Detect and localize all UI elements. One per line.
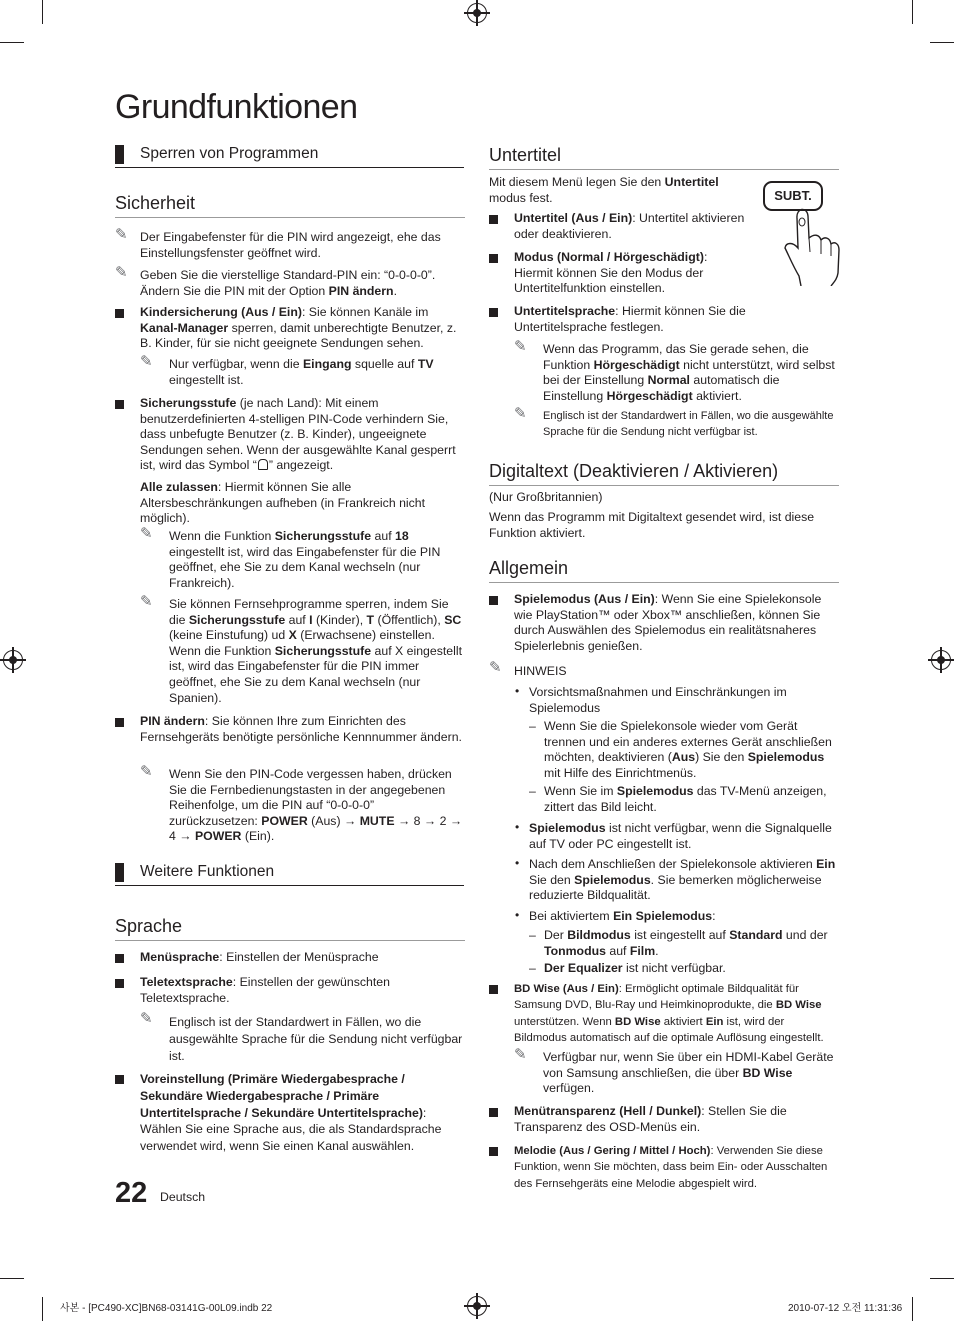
item-untertitelsprache: Untertitelsprache: Hiermit können Sie die Untertitelsprache festlegen. (514, 304, 746, 334)
bullet-dot: • (515, 856, 520, 870)
bullet-dot: • (515, 684, 520, 698)
registration-mark-icon (931, 650, 951, 670)
bullet-square (115, 400, 124, 409)
crop-mark (0, 1278, 24, 1279)
crop-mark (930, 1278, 954, 1279)
item-spielemodus: Spielemodus (Aus / Ein): Wenn Sie eine Spielekonsole wie PlayStation™ oder Xbox™ anschließen, können Sie durch Auswählen des Spielemodus ein realitätsnaheres Spielerlebnis genießen. (514, 592, 822, 653)
item-menuesprache: Menüsprache: Einstellen der Menüsprache (140, 950, 379, 964)
note-text: Wenn Sie den PIN-Code vergessen haben, drücken Sie die Fernbedienungstasten in der angegebenen Reihenfolge, um die PIN auf “0-0-0-0” zurückzusetzen: POWER (Aus) → MUTE → 8 → 2 → 4 → POWER (Ein). (169, 767, 463, 844)
item-modus: Modus (Normal / Hörgeschädigt): Hiermit können Sie den Modus der Untertitelfunktion einstellen. (514, 250, 708, 296)
bullet-square (115, 309, 124, 318)
note-pencil-icon: ✎ (140, 593, 153, 610)
bullet-dash: – (529, 784, 536, 798)
item-untertitel-aus-ein: Untertitel (Aus / Ein): Untertitel aktivieren oder deaktivieren. (514, 211, 745, 241)
crop-mark (0, 42, 24, 43)
item-melodie: Melodie (Aus / Gering / Mittel / Hoch): Verwenden Sie diese Funktion, wenn Sie möchten, dass beim Ein- oder Ausschalten des Fernsehgeräts eine Melodie abgespielt wird. (514, 1145, 828, 1190)
note-pencil-icon: ✎ (140, 353, 153, 370)
heading-untertitel: Untertitel (489, 145, 839, 170)
subt-button-label: SUBT. (774, 188, 812, 203)
registration-mark-icon (467, 3, 487, 23)
digitaltext-text: Wenn das Programm mit Digitaltext gesendet wird, ist diese Funktion aktiviert. (489, 510, 815, 540)
hinweis-subitem: Wenn Sie die Spielekonsole wieder vom Gerät trennen und ein anderes externes Gerät anschließen möchten, deaktivieren (Aus) Sie den Spielemodus mit Hilfe des Einrichtmenüs. (544, 719, 832, 780)
bullet-square (115, 979, 124, 988)
bullet-dot: • (515, 820, 520, 834)
registration-mark-icon (3, 650, 23, 670)
note-pencil-icon: ✎ (115, 264, 128, 281)
bullet-dash: – (529, 928, 536, 942)
section-marker (115, 863, 124, 882)
page-title: Grundfunktionen (115, 88, 358, 126)
bullet-square (115, 954, 124, 963)
crop-mark (912, 0, 913, 24)
bullet-square (489, 308, 498, 317)
note-text: Nur verfügbar, wenn die Eingang squelle auf TV eingestellt ist. (169, 357, 434, 387)
item-kindersicherung: Kindersicherung (Aus / Ein): Sie können Kanäle im Kanal-Manager sperren, damit unberechtigte Benutzer, z. B. Kinder, für sie nicht geeignete Sendungen sehen. (140, 305, 457, 351)
crop-mark (912, 1297, 913, 1321)
hinweis-label: HINWEIS (514, 664, 567, 678)
hinweis-item: Spielemodus ist nicht verfügbar, wenn die Signalquelle auf TV oder PC eingestellt ist. (529, 821, 832, 851)
note-text: Englisch ist der Standardwert in Fällen, wo die ausgewählte Sprache für die Sendung nicht verfügbar ist. (543, 410, 834, 438)
item-pin-aendern: PIN ändern: Sie können Ihre zum Einrichten des Fernsehgeräts benötigte persönliche Kennnummer ändern. (140, 714, 462, 744)
note-pencil-icon: ✎ (514, 338, 527, 355)
bullet-square (115, 1075, 124, 1084)
note-pencil-icon: ✎ (514, 405, 527, 422)
note-text: Geben Sie die vierstellige Standard-PIN ein: “0-0-0-0”. Ändern Sie die PIN mit der Option PIN ändern. (140, 268, 436, 298)
hinweis-item: Nach dem Anschließen der Spielekonsole aktivieren Ein Sie den Spielemodus. Sie bemerken möglicherweise reduzierte Bildqualität. (529, 857, 836, 903)
crop-mark (42, 0, 43, 24)
hinweis-subitem: Der Equalizer ist nicht verfügbar. (544, 961, 726, 975)
item-voreinstellung: Voreinstellung (Primäre Wiedergabesprache / Sekundäre Wiedergabesprache / Primäre Untertitelsprache / Sekundäre Untertitelsprache): Wählen Sie eine Sprache aus, die als Standardsprache verwendet wird, wenn Sie einen Kanal auswählen. (140, 1072, 442, 1154)
note-pencil-icon: ✎ (115, 226, 128, 243)
note-text: Englisch ist der Standardwert in Fällen, wo die ausgewählte Sprache für die Sendung nicht verfügbar ist. (169, 1015, 463, 1063)
section-marker (115, 145, 124, 164)
print-timestamp: 2010-07-12 오전 11:31:36 (788, 1303, 903, 1314)
section-header-sperren: Sperren von Programmen (115, 143, 464, 168)
note-pencil-icon: ✎ (514, 1046, 527, 1063)
item-teletextsprache: Teletextsprache: Einstellen der gewünschten Teletextsprache. (140, 975, 390, 1005)
item-alle-zulassen: Alle zulassen: Hiermit können Sie alle Altersbeschränkungen aufheben (in Frankreich nicht möglich). (140, 480, 426, 526)
note-pencil-icon: ✎ (140, 763, 153, 780)
crop-mark (930, 42, 954, 43)
lock-icon (258, 459, 268, 470)
page-number: 22 (115, 1177, 148, 1209)
untertitel-intro: Mit diesem Menü legen Sie den Untertitel modus fest. (489, 175, 719, 205)
heading-digitaltext: Digitaltext (Deaktivieren / Aktivieren) (489, 461, 839, 486)
bullet-square (489, 215, 498, 224)
note-text: Wenn die Funktion Sicherungsstufe auf 18 eingestellt ist, wird das Eingabefenster für die PIN geöffnet, ehe Sie zu dem Kanal wechseln (nur Frankreich). (169, 529, 441, 590)
bullet-square (489, 1147, 498, 1156)
bullet-dash: – (529, 719, 536, 733)
hinweis-item: Vorsichtsmaßnahmen und Einschränkungen im Spielemodus (529, 685, 787, 715)
note-pencil-icon: ✎ (140, 525, 153, 542)
hinweis-subitem: Wenn Sie im Spielemodus das TV-Menü anzeigen, zittert das Bild leicht. (544, 784, 827, 814)
note-text: Wenn das Programm, das Sie gerade sehen, die Funktion Hörgeschädigt nicht unterstützt, wird selbst bei der Einstellung Normal automatisch die Einstellung Hörgeschädigt aktiviert. (543, 342, 835, 403)
print-file-info: 사본 - [PC490-XC]BN68-03141G-00L09.indb 22 (60, 1303, 273, 1314)
bullet-square (115, 718, 124, 727)
hinweis-subitem: Der Bildmodus ist eingestellt auf Standard und der Tonmodus auf Film. (544, 928, 828, 958)
registration-mark-icon (467, 1296, 487, 1316)
bullet-dot: • (515, 908, 520, 922)
item-bd-wise: BD Wise (Aus / Ein): Ermöglicht optimale Bildqualität für Samsung DVD, Blu-Ray und Heimkinoprodukte, die BD Wise unterstützen. Wenn BD Wise aktiviert Ein ist, wird der Bildmodus automatisch auf die optimale Auflösung eingestellt. (514, 983, 824, 1045)
item-sicherungsstufe: Sicherungsstufe (je nach Land): Mit einem benutzerdefinierten 4-stelligen PIN-Code verhindern Sie, dass unbefugte Benutzer (z. B. Kinder), ungeeignete Sendungen sehen. Wenn der ausgewählte Kanal gesperrt ist, wird das Symbol “ ” angezeigt. (140, 396, 456, 473)
note-text: Sie können Fernsehprogramme sperren, indem Sie die Sicherungsstufe auf I (Kinder), T (Öffentlich), SC (keine Einstufung) ud X (Erwachsene) einstellen. Wenn die Funktion Sicherungsstufe auf X eingestellt ist, wird das Eingabefenster für die PIN immer geöffnet, ehe Sie zu dem Kanal wechseln (nur Spanien). (169, 597, 463, 705)
bullet-square (489, 254, 498, 263)
bullet-square (489, 1108, 498, 1117)
bullet-square (489, 985, 498, 994)
bullet-dash: – (529, 961, 536, 975)
note-pencil-icon: ✎ (489, 659, 502, 676)
bullet-square (489, 596, 498, 605)
section-header-weitere: Weitere Funktionen (115, 861, 464, 886)
heading-sicherheit: Sicherheit (115, 193, 465, 218)
digitaltext-region: (Nur Großbritannien) (489, 490, 603, 504)
note-pencil-icon: ✎ (140, 1010, 153, 1027)
note-text: Der Eingabefenster für die PIN wird angezeigt, ehe das Einstellungsfenster geöffnet wird. (140, 230, 441, 260)
heading-sprache: Sprache (115, 916, 465, 941)
note-text: Verfügbar nur, wenn Sie über ein HDMI-Kabel Geräte von Samsung anschließen, die über BD Wise verfügen. (543, 1050, 834, 1096)
item-menuetransparenz: Menütransparenz (Hell / Dunkel): Stellen Sie die Transparenz des OSD-Menüs ein. (514, 1104, 787, 1134)
hinweis-item: Bei aktiviertem Ein Spielemodus: (529, 909, 716, 923)
remote-subt-button-illustration (759, 178, 843, 286)
footer-language: Deutsch (160, 1190, 206, 1204)
heading-allgemein: Allgemein (489, 558, 839, 583)
crop-mark (42, 1297, 43, 1321)
